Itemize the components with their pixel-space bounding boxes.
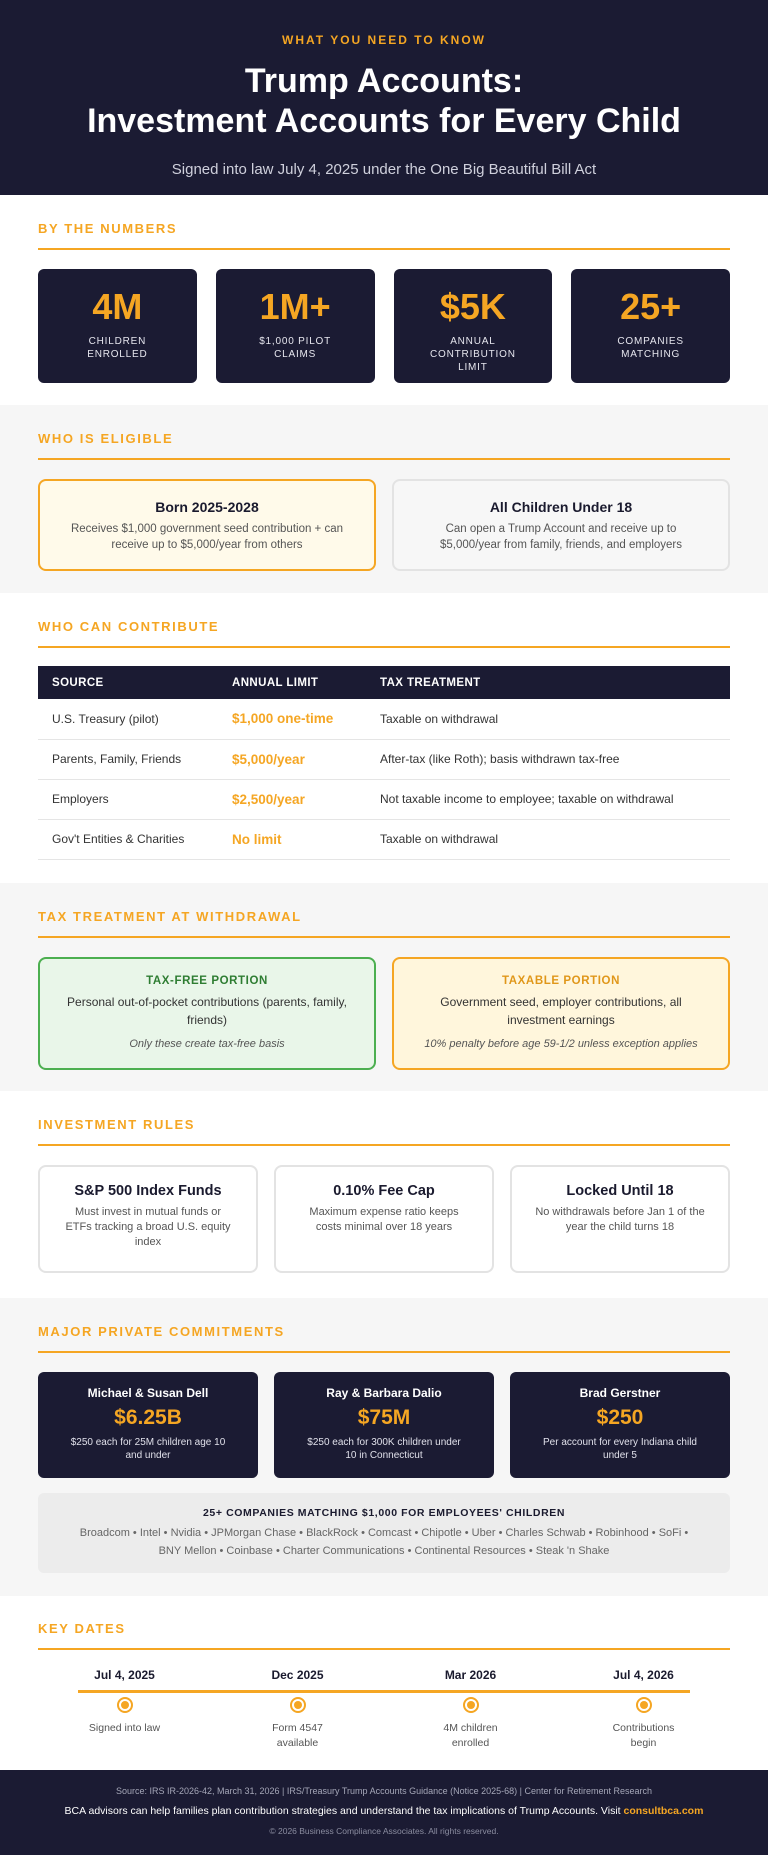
footer-sources: Source: IRS IR-2026-42, March 31, 2026 | IRS/Treasury Trump Accounts Guidance (Notice 2025-68) | Center for Retirement Research: [115, 1786, 653, 1796]
stat-label: COMPANIES MATCHING: [617, 336, 684, 360]
pledge-donor: Brad Gerstner: [579, 1386, 661, 1400]
private-commitments-section: [0, 1298, 768, 1596]
section-heading: KEY DATES: [38, 1621, 730, 1650]
stat-value: 25+: [620, 286, 682, 327]
timeline: [38, 1668, 730, 1768]
section-heading: TAX TREATMENT AT WITHDRAWAL: [38, 909, 730, 938]
pledge-donor: Michael & Susan Dell: [87, 1386, 209, 1400]
card-title: Locked Until 18: [566, 1183, 674, 1199]
card-text: Personal out-of-pocket contributions (parents, family, friends): [67, 995, 347, 1027]
card-text: Can open a Trump Account and receive up to $5,000/year from family, friends, and employers: [439, 523, 683, 551]
card-text: Maximum expense ratio keeps costs minimal over 18 years: [309, 1206, 459, 1233]
contributors-section: [0, 593, 768, 883]
cell-limit: $1,000 one-time: [218, 699, 366, 739]
stat-card: [216, 269, 375, 383]
eligibility-section: [0, 405, 768, 593]
pledge-card: [38, 1372, 258, 1478]
cell-tax: Taxable on withdrawal: [366, 819, 730, 859]
card-note: Only these create tax-free basis: [129, 1038, 285, 1050]
card-title: TAX-FREE PORTION: [146, 975, 268, 987]
page-title: [0, 61, 768, 141]
rule-card: [38, 1165, 258, 1273]
card-text: No withdrawals before Jan 1 of the year the child turns 18: [535, 1206, 705, 1233]
header-eyebrow: WHAT YOU NEED TO KNOW: [282, 33, 486, 47]
timeline-item: [557, 1668, 730, 1751]
cell-source: Parents, Family, Friends: [38, 739, 218, 779]
timeline-dot-icon: [290, 1697, 306, 1713]
cell-source: Gov't Entities & Charities: [38, 819, 218, 859]
timeline-date: Mar 2026: [444, 1668, 497, 1682]
timeline-date: Jul 4, 2025: [94, 1668, 155, 1682]
table-row: [38, 779, 730, 819]
timeline-item: [211, 1668, 384, 1751]
pledge-cards: [38, 1372, 730, 1478]
column-header-limit: ANNUAL LIMIT: [218, 666, 366, 699]
rule-card: [510, 1165, 730, 1273]
stat-value: $5K: [439, 286, 506, 327]
footer-cta: [0, 1805, 768, 1817]
pledge-card: [274, 1372, 494, 1478]
title-line-1: Trump Accounts:: [244, 62, 524, 100]
cell-source: U.S. Treasury (pilot): [38, 699, 218, 739]
timeline-text: Form 4547 available: [272, 1722, 323, 1749]
column-header-tax: TAX TREATMENT: [366, 666, 730, 699]
table-row: [38, 819, 730, 859]
section-heading: WHO CAN CONTRIBUTE: [38, 619, 730, 648]
timeline-text: Contributions begin: [612, 1722, 675, 1749]
stat-card: [38, 269, 197, 383]
taxable-card: [392, 957, 730, 1070]
card-text: Must invest in mutual funds or ETFs tracking a broad U.S. equity index: [65, 1206, 231, 1248]
matching-line-1: Broadcom • Intel • Nvidia • JPMorgan Chase • BlackRock • Comcast • Chipotle • Uber • Charles Schwab • Robinhood • SoFi •: [79, 1527, 689, 1539]
timeline-dot-icon: [463, 1697, 479, 1713]
cell-limit: $5,000/year: [218, 739, 366, 779]
timeline-dot-icon: [117, 1697, 133, 1713]
matching-line-2: BNY Mellon • Coinbase • Charter Communications • Continental Resources • Steak 'n Shake: [158, 1545, 610, 1557]
tax-treatment-section: [0, 883, 768, 1091]
card-title: S&P 500 Index Funds: [74, 1183, 222, 1199]
page-header: [0, 0, 768, 195]
footer-website-link[interactable]: consultbca.com: [623, 1805, 704, 1817]
section-heading: MAJOR PRIVATE COMMITMENTS: [38, 1324, 730, 1353]
timeline-date: Dec 2025: [271, 1668, 324, 1682]
card-text: Government seed, employer contributions, all investment earnings: [440, 995, 682, 1027]
pledge-card: [510, 1372, 730, 1478]
timeline-item: [38, 1668, 211, 1751]
rule-card: [274, 1165, 494, 1273]
stat-label: ANNUAL CONTRIBUTION LIMIT: [430, 336, 516, 373]
card-text: Receives $1,000 government seed contribution + can receive up to $5,000/year from others: [70, 523, 344, 551]
cell-limit: No limit: [218, 819, 366, 859]
pledge-text: $250 each for 25M children age 10 and under: [70, 1437, 226, 1461]
pledge-amount: $75M: [357, 1406, 411, 1429]
stat-value: 1M+: [259, 286, 331, 327]
footer-copyright: © 2026 Business Compliance Associates. All rights reserved.: [269, 1826, 499, 1836]
table-header-row: [38, 666, 730, 699]
card-title: TAXABLE PORTION: [501, 975, 621, 987]
cell-tax: After-tax (like Roth); basis withdrawn tax-free: [366, 739, 730, 779]
table-row: [38, 699, 730, 739]
timeline-item: [384, 1668, 557, 1751]
key-dates-section: [0, 1596, 768, 1770]
eligibility-card-newborns: [38, 479, 376, 571]
timeline-dot-icon: [636, 1697, 652, 1713]
cell-tax: Taxable on withdrawal: [366, 699, 730, 739]
timeline-text: Signed into law: [88, 1722, 161, 1734]
pledge-donor: Ray & Barbara Dalio: [326, 1386, 442, 1400]
page-footer: [0, 1770, 768, 1855]
pledge-text: Per account for every Indiana child under 5: [543, 1437, 697, 1461]
card-note: 10% penalty before age 59-1/2 unless exception applies: [424, 1038, 698, 1050]
pledge-text: $250 each for 300K children under 10 in Connecticut: [307, 1437, 461, 1461]
matching-title: 25+ COMPANIES MATCHING $1,000 FOR EMPLOYEES' CHILDREN: [202, 1507, 566, 1519]
section-heading: WHO IS ELIGIBLE: [38, 431, 730, 460]
eligibility-cards: [38, 479, 730, 571]
card-title: 0.10% Fee Cap: [333, 1183, 435, 1199]
page-subtitle: Signed into law July 4, 2025 under the One Big Beautiful Bill Act: [171, 161, 597, 178]
stat-label: CHILDREN ENROLLED: [87, 336, 148, 360]
cell-tax: Not taxable income to employee; taxable on withdrawal: [366, 779, 730, 819]
stats-row: [38, 269, 730, 383]
cell-limit: $2,500/year: [218, 779, 366, 819]
section-heading: BY THE NUMBERS: [38, 221, 730, 250]
tax-free-card: [38, 957, 376, 1070]
rules-cards: [38, 1165, 730, 1273]
by-the-numbers-section: [0, 195, 768, 405]
card-title: Born 2025-2028: [155, 499, 259, 515]
stat-card: [571, 269, 730, 383]
footer-cta-text: BCA advisors can help families plan contribution strategies and understand the tax implications of Trump Accounts. Visit: [64, 1805, 621, 1817]
stat-value: 4M: [92, 286, 143, 327]
stat-label: $1,000 PILOT CLAIMS: [259, 336, 332, 360]
contributors-table: [38, 666, 730, 860]
eligibility-card-under-18: [392, 479, 730, 571]
title-line-2: Investment Accounts for Every Child: [87, 102, 681, 140]
timeline-text: 4M children enrolled: [443, 1722, 498, 1749]
investment-rules-section: [0, 1091, 768, 1298]
section-heading: INVESTMENT RULES: [38, 1117, 730, 1146]
column-header-source: SOURCE: [38, 666, 218, 699]
table-row: [38, 739, 730, 779]
matching-companies-list: [38, 1524, 730, 1560]
stat-card: [394, 269, 553, 383]
matching-companies-box: [38, 1493, 730, 1573]
timeline-date: Jul 4, 2026: [613, 1668, 674, 1682]
card-title: All Children Under 18: [489, 499, 633, 515]
cell-source: Employers: [38, 779, 218, 819]
pledge-amount: $250: [596, 1406, 644, 1429]
pledge-amount: $6.25B: [114, 1406, 182, 1429]
tax-cards: [38, 957, 730, 1070]
